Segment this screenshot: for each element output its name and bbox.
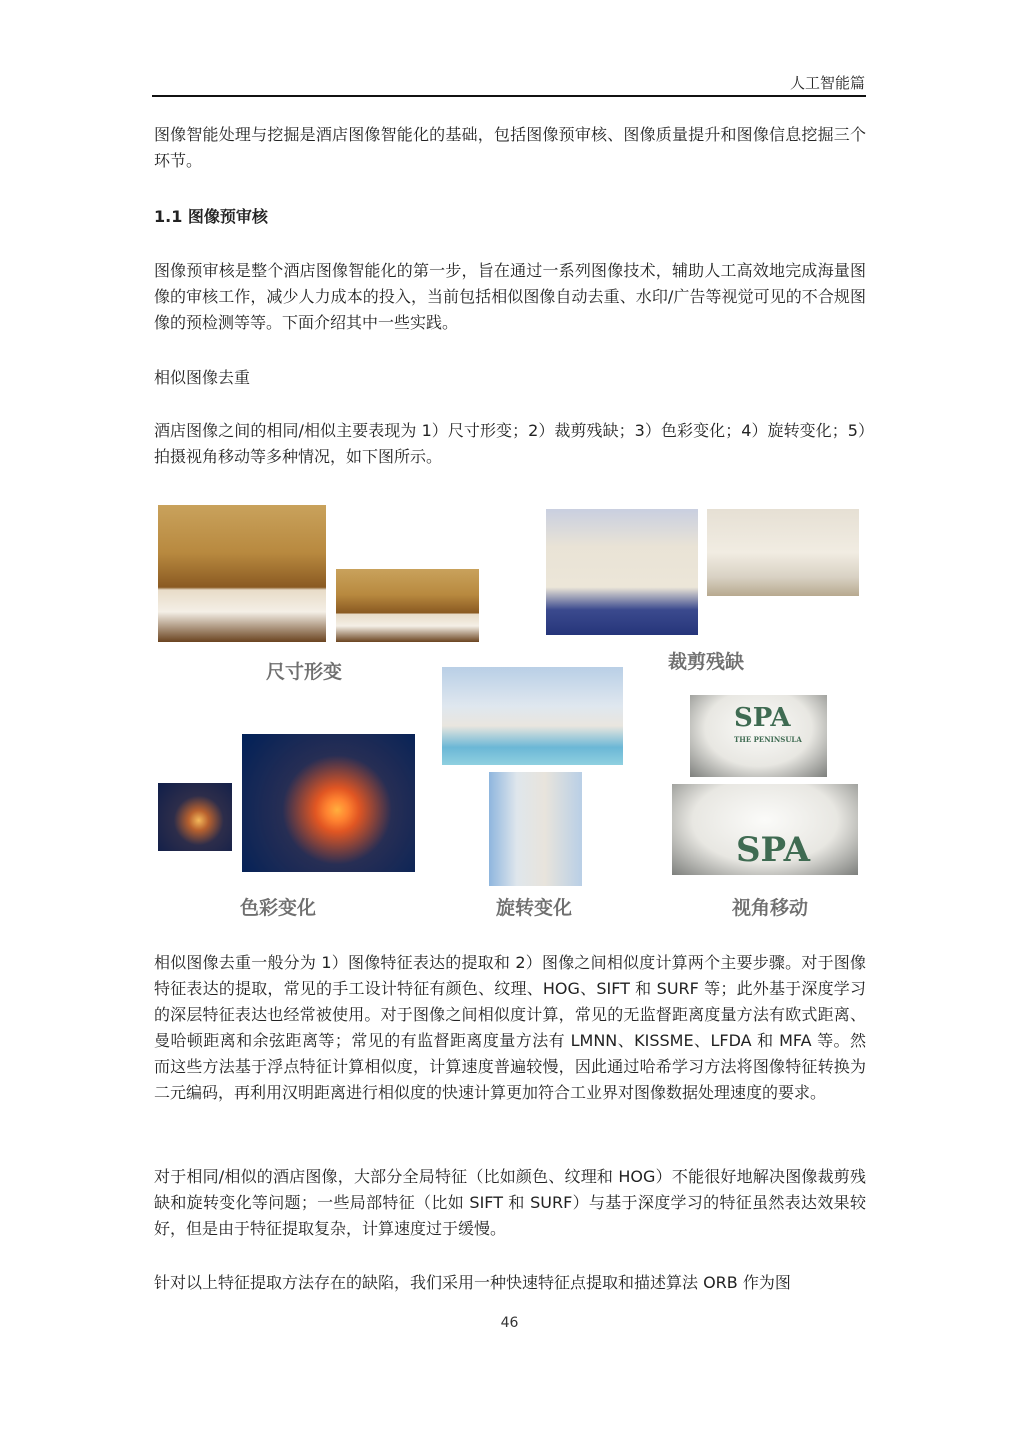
spa-logo-subtext: THE PENINSULA [734, 735, 802, 744]
similarity-figure [152, 495, 868, 925]
caption-size-deformation: 尺寸形变 [266, 661, 343, 683]
hotel-tower-photo-rotated [489, 772, 582, 886]
spa-towel-photo-wide [672, 784, 858, 875]
subheading-dedup: 相似图像去重 [154, 368, 251, 387]
hotel-room-photo-resized [336, 569, 479, 642]
spa-towel-photo-close [690, 695, 827, 777]
blue-room-photo-full [546, 509, 698, 635]
blue-room-photo-cropped [707, 509, 859, 596]
paragraph-orb: 针对以上特征提取方法存在的缺陷，我们采用一种快速特征点提取和描述算法 ORB 作为图 [154, 1273, 791, 1292]
paragraph-feature-limits: 对于相同/相似的酒店图像，大部分全局特征（比如颜色、纹理和 HOG）不能很好地解决图像裁剪残缺和旋转变化等问题；一些局部特征（比如 SIFT 和 SURF）与基于深度学习的特征虽然表达效果较好，但是由于特征提取复杂，计算速度过于缓慢。 [154, 1167, 866, 1238]
night-cabana-photo-recolored [242, 734, 415, 872]
section-heading: 1.1 图像预审核 [154, 207, 268, 226]
caption-color-change: 色彩变化 [240, 897, 317, 919]
hotel-room-photo-large [158, 505, 326, 642]
spa-logo-text-wide: SPA [736, 830, 811, 870]
night-cabana-photo-small [158, 783, 232, 851]
caption-viewpoint-shift: 视角移动 [732, 897, 809, 919]
caption-cropping: 裁剪残缺 [668, 651, 745, 673]
paragraph-dedup-methods: 相似图像去重一般分为 1）图像特征表达的提取和 2）图像之间相似度计算两个主要步骤。对于图像特征表达的提取，常见的手工设计特征有颜色、纹理、HOG、SIFT 和 SURF 等；此外基于深度学习的深层特征表达也经常被使用。对于图像之间相似度计算，常见的无监督距离度量方法有欧式距离、曼哈顿距离和余弦距离等；常见的有监督距离度量方法有 LMNN、KISSME、LFDA 和 MFA 等。然而这些方法基于浮点特征计算相似度，计算速度普遍较慢，因此通过哈希学习方法将图像特征转换为二元编码，再利用汉明距离进行相似度的快速计算更加符合工业界对图像数据处理速度的要求。 [154, 953, 866, 1102]
caption-rotation: 旋转变化 [496, 897, 573, 919]
intro-paragraph: 图像智能处理与挖掘是酒店图像智能化的基础，包括图像预审核、图像质量提升和图像信息挖掘三个环节。 [154, 125, 866, 170]
page-number: 46 [500, 1315, 519, 1331]
hotel-tower-photo [442, 667, 623, 765]
spa-logo-text: SPA [734, 703, 791, 733]
paragraph-similarity-types: 酒店图像之间的相同/相似主要表现为 1）尺寸形变；2）裁剪残缺；3）色彩变化；4）旋转变化；5）拍摄视角移动等多种情况，如下图所示。 [154, 421, 866, 466]
header-rule [152, 95, 866, 97]
header-section-title: 人工智能篇 [789, 74, 865, 92]
paragraph-preaudit: 图像预审核是整个酒店图像智能化的第一步，旨在通过一系列图像技术，辅助人工高效地完成海量图像的审核工作，减少人力成本的投入，当前包括相似图像自动去重、水印/广告等视觉可见的不合规图像的预检测等等。下面介绍其中一些实践。 [154, 261, 866, 332]
